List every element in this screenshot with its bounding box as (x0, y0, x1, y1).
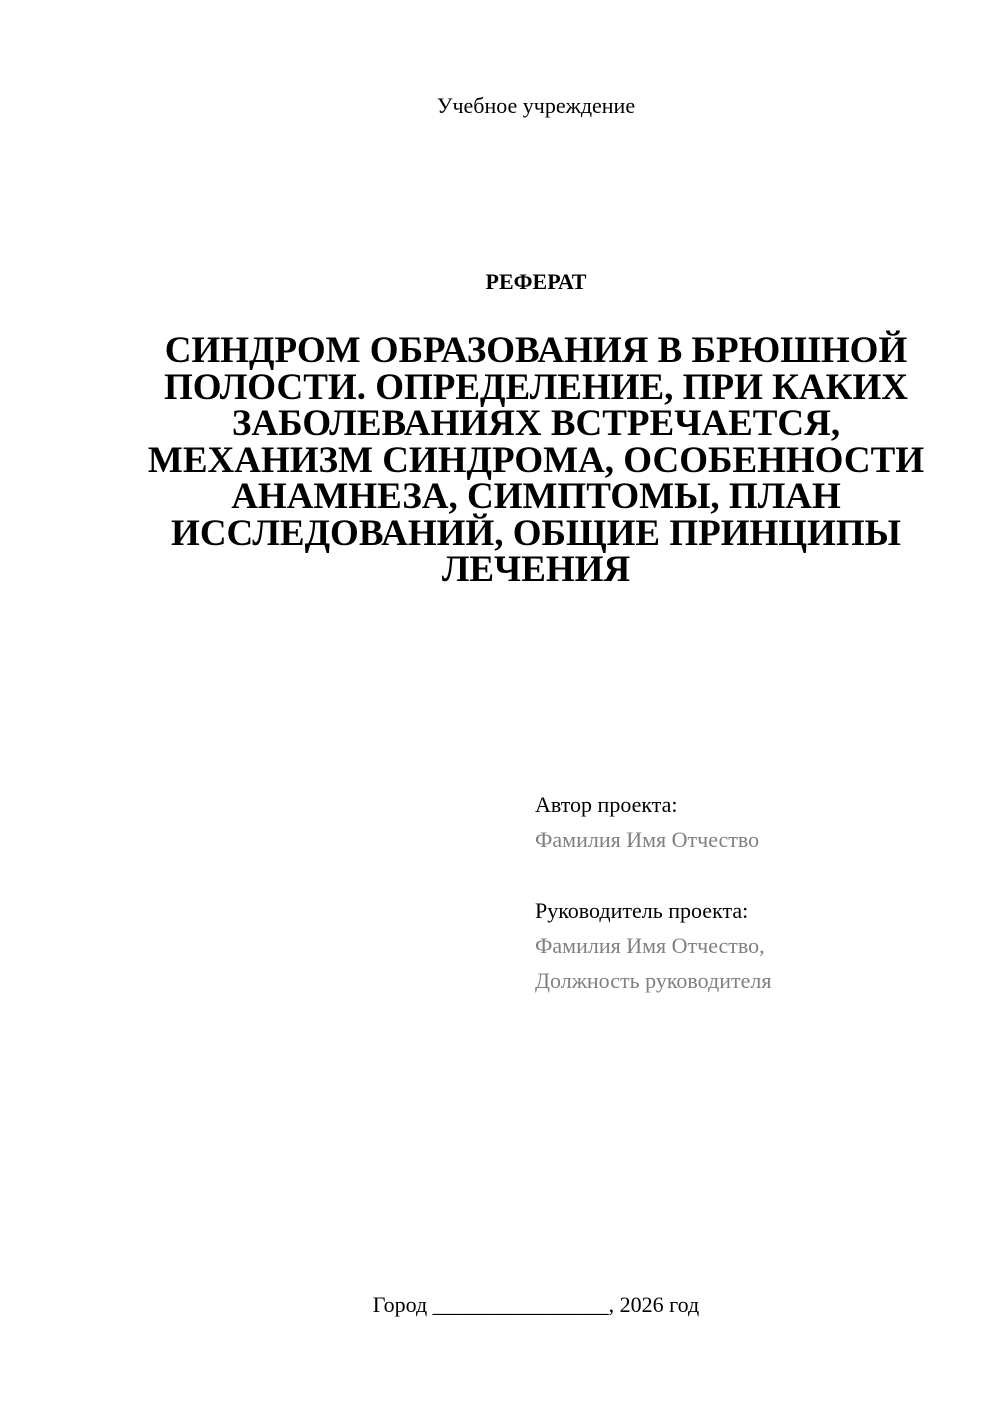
year-text: , 2026 год (608, 1292, 700, 1317)
supervisor-block (535, 893, 975, 998)
city-label: Город (372, 1292, 433, 1317)
document-type: РЕФЕРАТ (485, 269, 587, 294)
supervisor-position: Должность руководителя (535, 968, 772, 993)
author-label: Автор проекта: (535, 792, 678, 817)
institution-name: Учебное учреждение (436, 93, 636, 118)
author-block (535, 787, 975, 857)
supervisor-name: Фамилия Имя Отчество, (535, 933, 765, 958)
author-name: Фамилия Имя Отчество (535, 827, 760, 852)
city-blank: ________________ (432, 1292, 609, 1317)
document-title: СИНДРОМ ОБРАЗОВАНИЯ В БРЮШНОЙ ПОЛОСТИ. ОПРЕДЕЛЕНИЕ, ПРИ КАКИХ ЗАБОЛЕВАНИЯХ ВСТРЕЧАЕТСЯ, МЕХАНИЗМ СИНДРОМА, ОСОБЕННОСТИ АНАМНЕЗА, СИМПТОМЫ, ПЛАН ИССЛЕДОВАНИЙ, ОБЩИЕ ПРИНЦИПЫ ЛЕЧЕНИЯ (147, 330, 925, 590)
city-year-line (0, 1290, 1000, 1320)
supervisor-label: Руководитель проекта: (535, 898, 749, 923)
